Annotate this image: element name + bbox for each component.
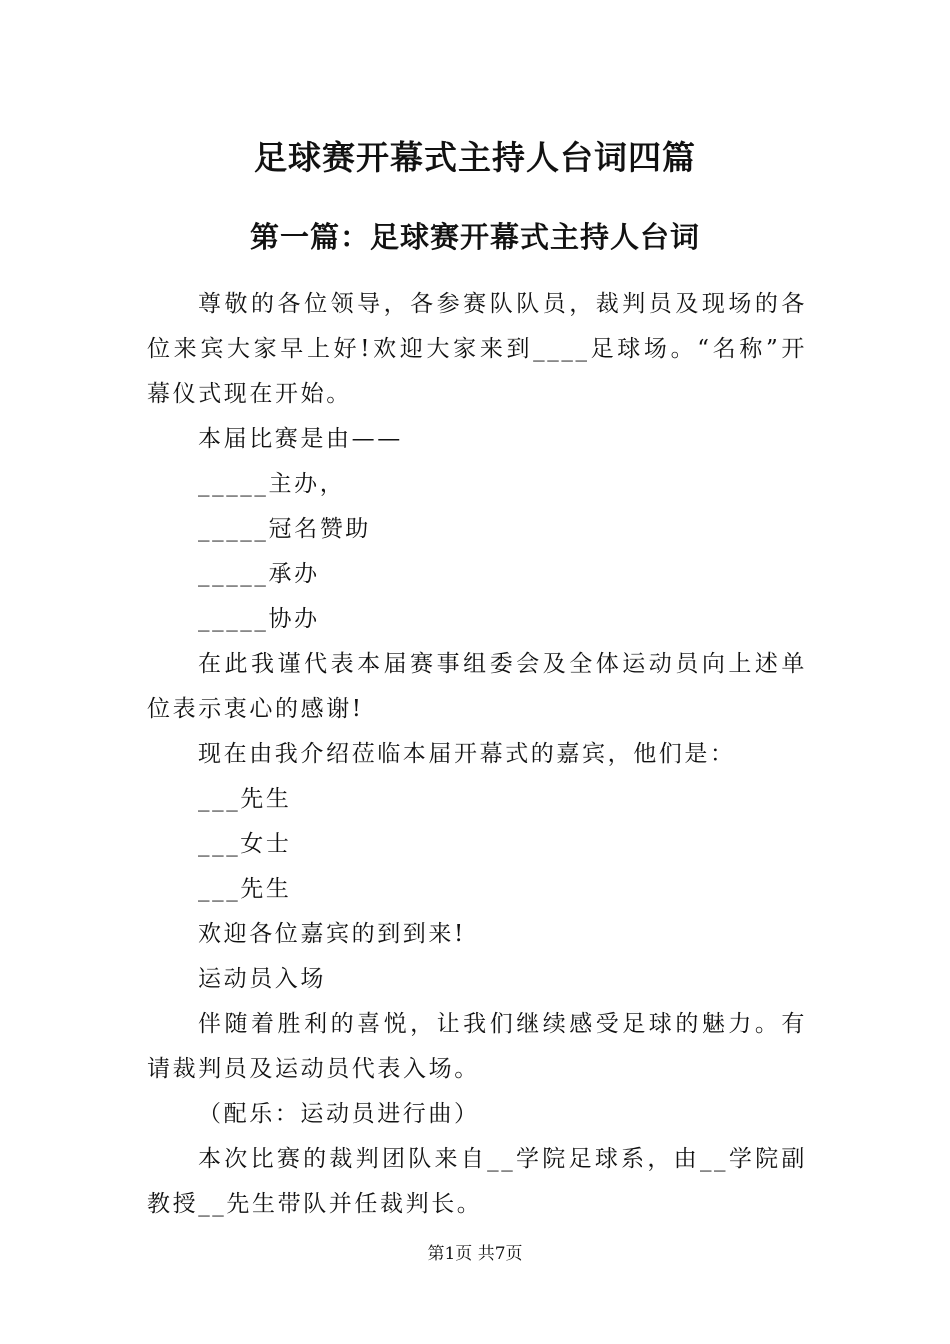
paragraph: _____冠名赞助 [198, 516, 371, 542]
paragraph: _____主办， [198, 471, 346, 497]
paragraph: 尊敬的各位领导，各参赛队队员，裁判员及现场的各位来宾大家早上好!欢迎大家来到____足球场。“名称”开幕仪式现在开始。 [147, 291, 807, 407]
paragraph: _____协办 [198, 606, 320, 632]
paragraph: 现在由我介绍莅临本届开幕式的嘉宾，他们是： [198, 741, 736, 767]
section-title: 第一篇：足球赛开幕式主持人台词 [249, 220, 700, 254]
paragraph: ___先生 [198, 786, 292, 812]
paragraph: 本届比赛是由—— [198, 426, 403, 452]
paragraph: 在此我谨代表本届赛事组委会及全体运动员向上述单位表示衷心的感谢! [147, 651, 807, 722]
paragraph: 伴随着胜利的喜悦，让我们继续感受足球的魅力。有请裁判员及运动员代表入场。 [147, 1011, 807, 1082]
paragraph: 欢迎各位嘉宾的到到来! [198, 921, 466, 947]
paragraph: 运动员入场 [198, 966, 326, 992]
page-footer: 第1页 共7页 [427, 1244, 523, 1264]
body-text [147, 282, 807, 1227]
paragraph: （配乐：运动员进行曲） [198, 1101, 480, 1127]
paragraph: _____承办 [198, 561, 320, 587]
document-title: 足球赛开幕式主持人台词四篇 [254, 138, 696, 177]
paragraph: ___先生 [198, 876, 292, 902]
paragraph: ___女士 [198, 831, 292, 857]
paragraph: 本次比赛的裁判团队来自__学院足球系，由__学院副教授__先生带队并任裁判长。 [147, 1146, 807, 1217]
